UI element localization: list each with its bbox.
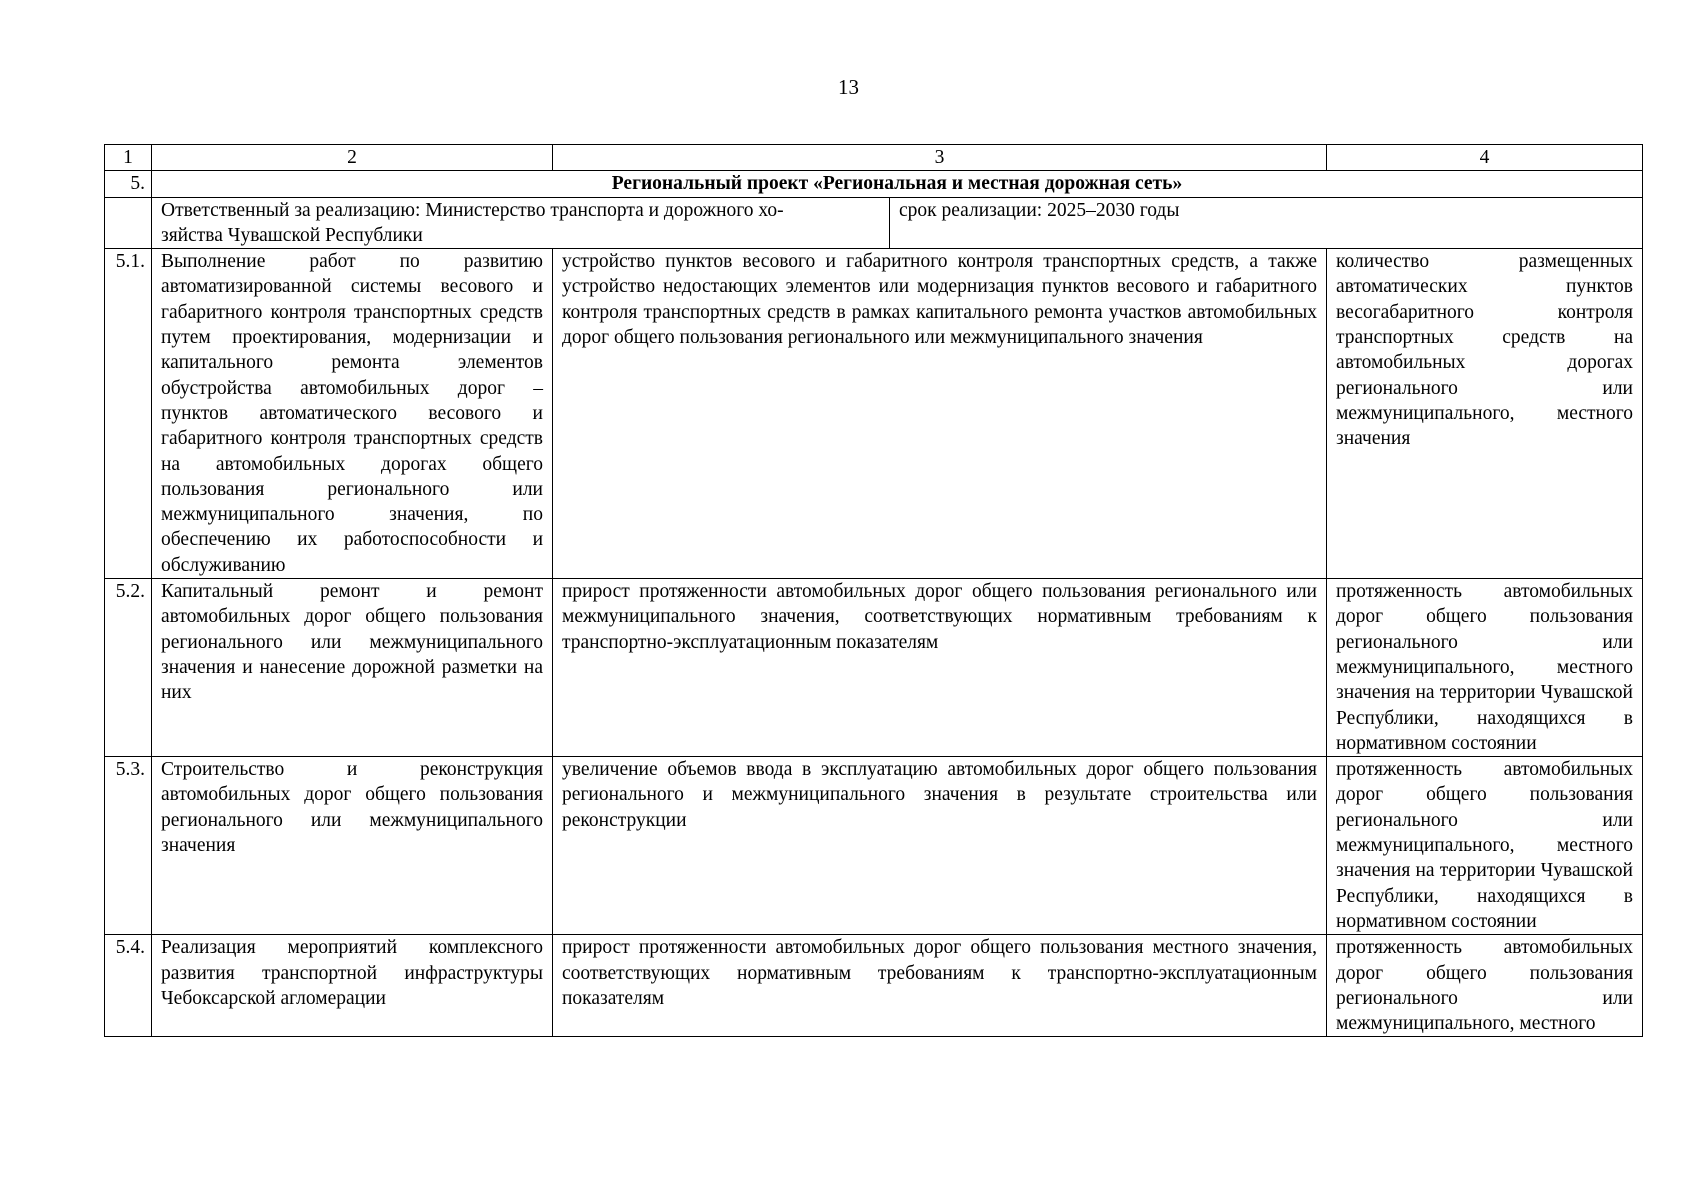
section-number: 5.	[105, 171, 152, 197]
table-row	[105, 757, 1643, 935]
table-row	[105, 249, 1643, 579]
col-header-1: 1	[105, 145, 152, 171]
row-number: 5.1.	[105, 249, 152, 579]
indicator-cell: протяженность автомобильных дорог общего пользования регионального или межмуниципального, местного значения на территории Чувашской Республики, находящихся в нормативном состоянии	[1327, 757, 1643, 935]
effect-cell: увеличение объемов ввода в эксплуатацию автомобильных дорог общего пользования регионального и межмуниципального значения в результате строительства или реконструкции	[553, 757, 1327, 935]
task-cell: Строительство и реконструкция автомобильных дорог общего пользования регионального или межмуниципального значения	[152, 757, 553, 935]
responsible-num-cell	[105, 197, 152, 249]
col-header-3: 3	[553, 145, 1327, 171]
responsible-row	[105, 197, 1643, 249]
col-header-2: 2	[152, 145, 553, 171]
effect-cell: прирост протяженности автомобильных дорог общего пользования регионального или межмуниципального значения, соответствующих нормативным требованиям к транспортно-эксплуатационным показателям	[553, 579, 1327, 757]
row-number: 5.3.	[105, 757, 152, 935]
page-number: 13	[838, 75, 859, 99]
indicator-cell: протяженность автомобильных дорог общего пользования регионального или межмуниципального, местного значения на территории Чувашской Республики, находящихся в нормативном состоянии	[1327, 579, 1643, 757]
indicator-cell: протяженность автомобильных дорог общего пользования регионального или межмуниципального, местного	[1327, 935, 1643, 1037]
effect-cell: устройство пунктов весового и габаритного контроля транспортных средств, а также устройство недостающих элементов или модернизация пунктов весового и габаритного контроля транспортных средств в рамках капитального ремонта участков автомобильных дорог общего пользования регионального или межмуниципального значения	[553, 249, 1327, 579]
task-cell: Реализация мероприятий комплексного развития транспортной инфраструктуры Чебоксарской агломерации	[152, 935, 553, 1037]
table-row	[105, 935, 1643, 1037]
section-title: Региональный проект «Региональная и местная дорожная сеть»	[152, 171, 1643, 197]
measures-table	[104, 144, 1643, 1037]
task-cell: Выполнение работ по развитию автоматизированной системы весового и габаритного контроля транспортных средств путем проектирования, модернизации и капитального ремонта элементов обустройства автомобильных дорог – пунктов автоматического весового и габаритного контроля транспортных средств на автомобильных дорогах общего пользования регионального или межмуниципального значения, по обеспечению их работоспособности и обслуживанию	[152, 249, 553, 579]
indicator-cell: количество размещенных автоматических пунктов весогабаритного контроля транспортных средств на автомобильных дорогах регионального или межмуниципального, местного значения	[1327, 249, 1643, 579]
effect-cell: прирост протяженности автомобильных дорог общего пользования местного значения, соответствующих нормативным требованиям к транспортно-эксплуатационным показателям	[553, 935, 1327, 1037]
table-row	[105, 579, 1643, 757]
section-title-row	[105, 171, 1643, 197]
responsible-text: Ответственный за реализацию: Министерство транспорта и дорожного хо- зяйства Чувашской Республики	[152, 198, 890, 249]
term-text: срок реализации: 2025–2030 годы	[899, 199, 1180, 221]
task-cell: Капитальный ремонт и ремонт автомобильных дорог общего пользования регионального или межмуниципального значения и нанесение дорожной разметки на них	[152, 579, 553, 757]
column-header-row	[105, 145, 1643, 171]
row-number: 5.4.	[105, 935, 152, 1037]
col-header-4: 4	[1327, 145, 1643, 171]
row-number: 5.2.	[105, 579, 152, 757]
responsible-cell	[152, 197, 1643, 249]
